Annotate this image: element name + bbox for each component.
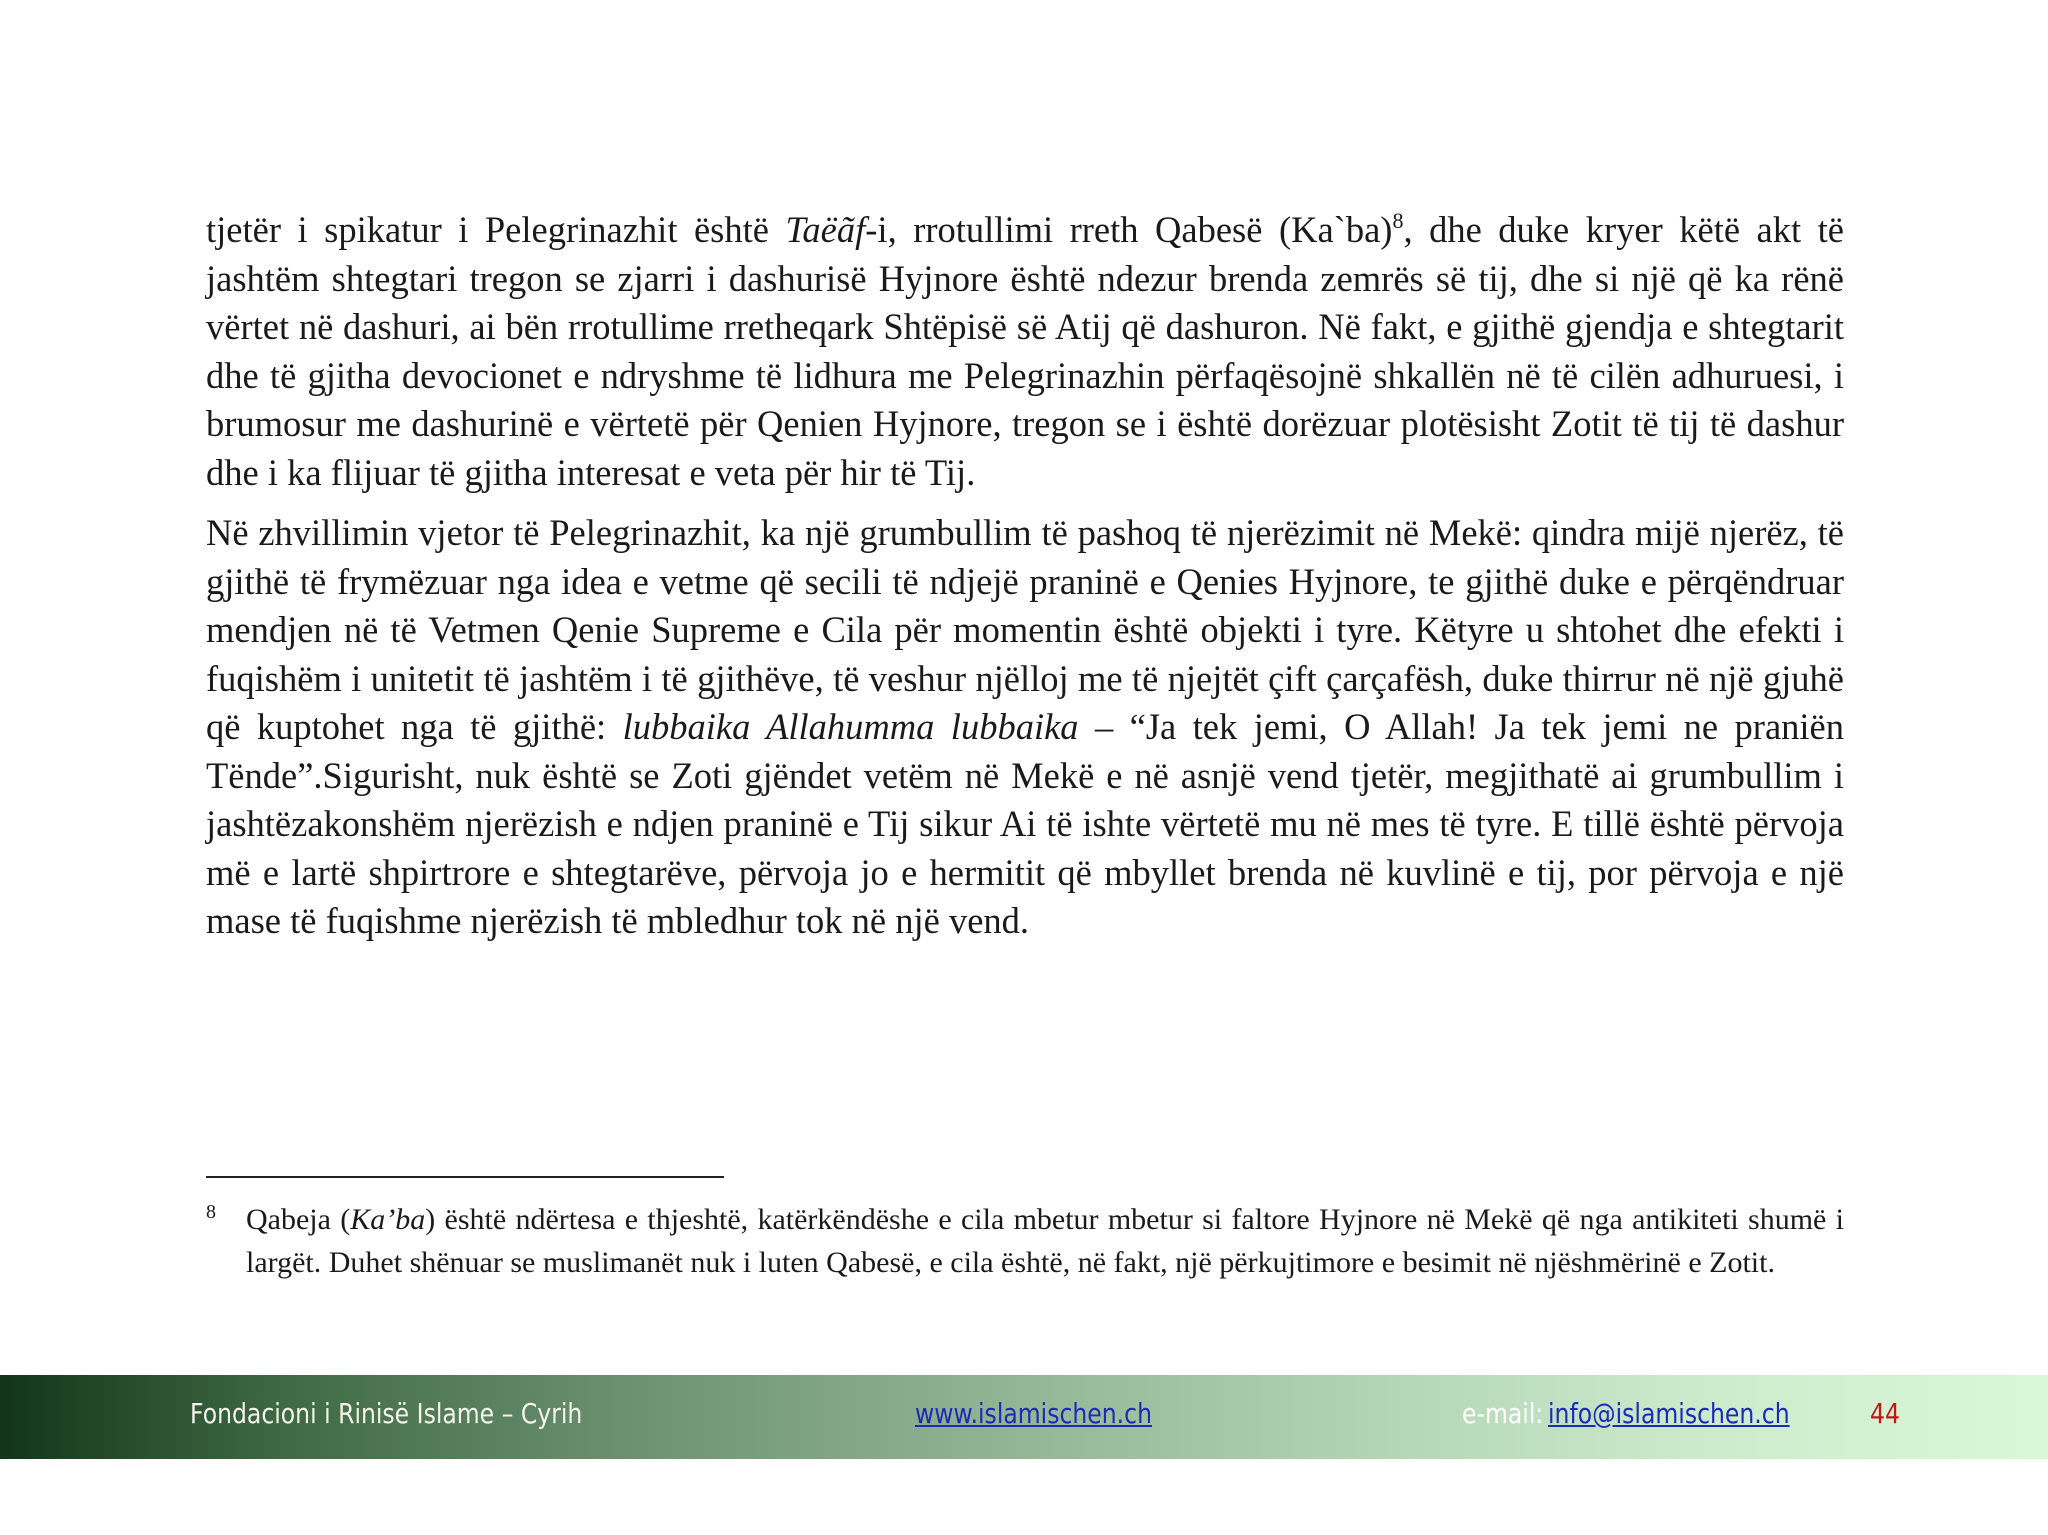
email-label: e-mail:: [1462, 1397, 1544, 1430]
footnote-separator: [206, 1176, 724, 1178]
email-link[interactable]: info@islamischen.ch: [1548, 1397, 1790, 1430]
website-link[interactable]: www.islamischen.ch: [915, 1397, 1152, 1430]
page-footer: [0, 1375, 2048, 1459]
footnote-text: Qabeja (Ka’ba) është ndërtesa e thjeshtë, katërkëndëshe e cila mbetur mbetur si faltore Hyjnore në Mekë që nga antikiteti shumë i largët. Duhet shënuar se muslimanët nuk i luten Qabesë, e cila është, në fakt, një përkujtimore e besimit në njëshmërinë e Zotit.: [246, 1203, 1845, 1279]
footnote: [206, 1198, 1844, 1284]
footer-organization: Fondacioni i Rinisë Islame – Cyrih: [190, 1397, 583, 1430]
italic-term-kaba: Ka’ba: [350, 1203, 426, 1236]
footnote-number: 8: [206, 1201, 216, 1223]
main-text: [206, 206, 1844, 958]
paragraph-1: tjetër i spikatur i Pelegrinazhit është Taëãf-i, rrotullimi rreth Qabesë (Ka`ba)$^8$, dhe duke kryer këtë akt të jashtëm shtegtari tregon se zjarri i dashurisë Hyjnore është ndezur brenda zemrës së tij, dhe si një që ka rënë vërtet në dashuri, ai bën rrotullime rretheqark Shtëpisë së Atij që dashuron. Në fakt, e gjithë gjendja e shtegtarit dhe të gjitha devocionet e ndryshme të lidhura me Pelegrinazhin përfaqësojnë shkallën në të cilën adhuruesi, i brumosur me dashurinë e vërtetë për Qenien Hyjnore, tregon se i është dorëzuar plotësisht Zotit të tij të dashur dhe i ka flijuar të gjitha interesat e veta për hir të Tij.: [206, 208, 1845, 493]
italic-term-tawaf: Taëãf: [785, 209, 866, 250]
paragraph-2: Në zhvillimin vjetor të Pelegrinazhit, ka një grumbullim të pashoq të njerëzimit në Mekë: qindra mijë njerëz, të gjithë të frymëzuar nga idea e vetme që secili të ndjejë praninë e Qenies Hyjnore, te gjithë duke e përqëndruar mendjen në të Vetmen Qenie Supreme e Cila për momentin është objekti i tyre. Këtyre u shtohet dhe efekti i fuqishëm i unitetit të jashtëm i të gjithëve, të veshur njëlloj me të njejtët çift çarçafësh, duke thirrur në një gjuhë që kuptohet nga të gjithë: lubbaika Allahumma lubbaika – “Ja tek jemi, O Allah! Ja tek jemi ne praniën Tënde”.Sigurisht, nuk është se Zoti gjëndet vetëm në Mekë e në asnjë vend tjetër, megjithatë ai grumbullim i jashtëzakonshëm njerëzish e ndjen praninë e Tij sikur Ai të ishte vërtetë mu në mes të tyre. E tillë është përvoja më e lartë shpirtrore e shtegtarëve, përvoja jo e hermitit që mbyllet brenda në kuvlinë e tij, por përvoja e një mase të fuqishme njerëzish të mbledhur tok në një vend.: [206, 512, 1844, 941]
italic-phrase-lubbaika: lubbaika Allahumma lubbaika: [622, 706, 1079, 747]
page-number: 44: [1870, 1397, 1900, 1430]
footnote-reference[interactable]: 8: [1392, 208, 1404, 233]
